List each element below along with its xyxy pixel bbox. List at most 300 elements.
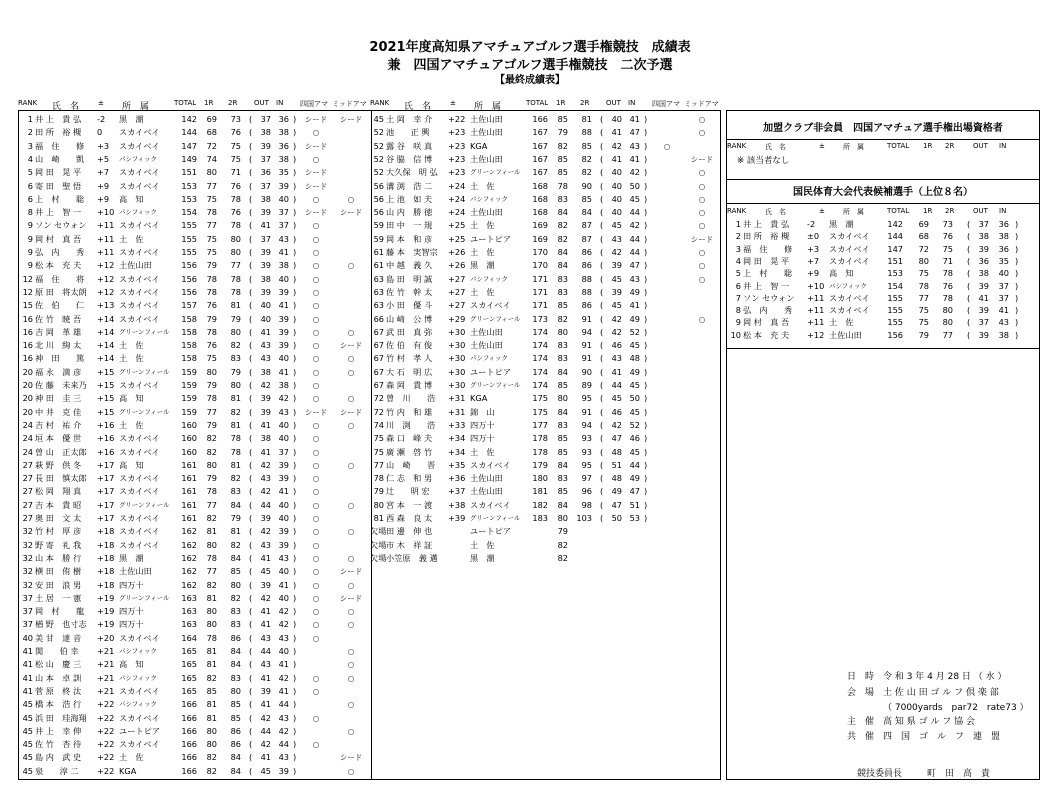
cell-r2: 81 [230,526,241,537]
cell-r2: 88 [581,286,592,297]
cell-r2: 88 [581,127,592,138]
cell-total: 159 [181,393,197,404]
cell-out: 36 [978,255,989,266]
cell-pm: +22 [97,712,115,723]
cell-club: グリーンフィール [119,327,170,336]
table-row [19,765,371,778]
table-row [19,685,371,698]
cell-midam: ○ [347,527,355,537]
cell-rank: 16 [22,340,33,351]
cell-in: 39 [278,526,289,537]
table-row [19,352,371,365]
cell-in: 36 [278,114,289,124]
results-table-mid [370,110,721,780]
cell-paren-close: ) [644,406,648,417]
cell-total: 153 [181,193,197,204]
cell-r2: 88 [581,273,592,284]
cell-midam: ○ [347,766,355,776]
cell-r1: 82 [206,672,217,683]
header-mid: ミッドアマ [332,100,367,108]
cell-name: 浜 田 珪海翔 [35,712,87,723]
cell-paren-open: ( [967,280,971,291]
cell-paren-open: ( [967,243,971,254]
cell-r1: 75 [206,353,217,364]
cell-rank: 5 [735,268,741,279]
cell-in: 40 [278,646,289,656]
cell-total: 165 [181,672,197,683]
cell-total: 174 [532,340,548,351]
cell-shikoku: ○ [312,500,320,510]
cell-out: 42 [611,326,622,337]
cell-paren-close: ) [644,380,648,390]
cell-paren-open: ( [249,353,253,364]
cell-paren-open: ( [600,193,604,204]
cell-r1: 81 [206,592,217,603]
cell-paren-open: ( [600,313,604,324]
cell-rank: 8 [27,207,33,218]
cell-out: 44 [260,646,271,656]
cell-club: 土佐山田 [470,127,503,138]
cell-total: 158 [181,326,197,337]
cell-rank: 41 [22,659,33,670]
table-row [19,539,371,552]
cell-r2: 84 [581,207,592,218]
cell-club: ユートピア [470,526,511,537]
cell-club: スカイベイ [119,167,160,178]
cell-paren-close: ) [293,619,297,630]
cell-paren-close: ) [293,114,297,124]
cell-r2: 80 [942,317,953,328]
cell-r1: 82 [557,140,568,151]
cell-paren-close: ) [1015,219,1019,229]
cell-rank: 24 [22,419,33,430]
cell-paren-close: ) [644,273,648,284]
cell-r1: 79 [557,526,568,537]
subheader-name: 氏 名 [765,143,786,151]
cell-pm: +11 [97,247,115,257]
cell-r1: 80 [206,606,217,617]
kokutai-row [727,304,1039,316]
cell-rank: 79 [373,486,384,497]
cell-pm: +37 [448,486,466,497]
cell-rank: 45 [22,725,33,736]
cell-r1: 78 [206,552,217,563]
venue-detail: （ 7000yards par72 rate73 ） [883,703,1029,713]
header-total: TOTAL [526,99,549,107]
cell-r1: 80 [206,739,217,750]
cell-r2: 76 [942,280,953,291]
cell-club: グリーンフィール [470,314,521,323]
subheader-rank: RANK [727,142,747,150]
cell-total: 174 [532,366,548,377]
cell-r1: 75 [206,233,217,244]
cell-rank: 6 [27,180,33,191]
cell-club: KGA [470,393,488,404]
cell-paren-open: ( [249,739,253,750]
cell-paren-close: ) [644,180,648,191]
cell-total: 181 [532,486,548,497]
cell-paren-close: ) [1015,305,1019,316]
cell-name: 神 田 篤 [35,353,85,364]
cell-midam: ○ [347,327,355,337]
cell-rank: 4 [27,153,33,164]
cell-club: グリーンフィール [470,381,521,389]
cell-name: 寄 田 聖 悟 [35,180,82,191]
cell-paren-close: ) [644,499,648,510]
cell-paren-open: ( [967,268,971,279]
cell-paren-open: ( [249,459,253,470]
cell-paren-close: ) [644,433,648,444]
cell-total: 161 [181,473,197,484]
cell-paren-close: ) [293,247,297,257]
cell-club: 高 知 [119,193,144,204]
table-row [370,299,720,312]
cell-paren-close: ) [293,739,297,750]
header-in: IN [628,99,636,107]
cell-r2: 78 [942,268,953,279]
table-row [19,339,371,352]
cell-in: 41 [278,300,289,311]
table-row [370,392,720,405]
cell-name: 溝 渕 浩 二 [386,180,433,191]
subheader-in: IN [999,207,1007,215]
table-row [19,525,371,538]
cell-rank: 67 [373,353,384,364]
subheader-r2: 2R [945,207,955,215]
cell-rank: 1 [27,114,33,124]
cell-midam: シード [339,753,363,763]
cell-paren-close: ) [644,233,648,244]
cell-name: 岡 村 真 吾 [35,233,82,244]
cell-paren-close: ) [293,672,297,683]
kokutai-box-title: 国民体育大会代表候補選手（上位８名） [793,187,973,198]
table-row [19,126,371,139]
cell-rank: 52 [373,127,384,138]
qualifier-none-note: ※ 該当者なし [737,156,790,166]
cell-midam: ○ [347,394,355,404]
cell-r2: 85 [230,566,241,577]
cell-club: スカイベイ [119,300,160,311]
cell-r2: 80 [230,685,241,696]
cell-total: 160 [181,433,197,444]
cell-pm: +34 [448,446,466,457]
subheader-pm: ± [819,142,825,150]
cell-out: 41 [260,752,271,763]
cell-pm: +19 [97,606,115,617]
table-row [370,206,720,219]
header-rank: RANK [370,99,390,107]
cell-club: 土 佐 [829,317,854,328]
cell-paren-open: ( [249,207,253,218]
cell-in: 45 [629,340,640,351]
cell-club: スカイベイ [829,292,870,303]
table-row [19,605,371,618]
cell-midam: ○ [698,314,706,324]
cell-name: 山 崎 晋 [386,459,436,470]
cell-name: 池 正 興 [386,127,430,138]
cell-in: 41 [998,305,1009,316]
cell-midam: ○ [347,660,355,670]
cell-r1: 69 [206,114,217,124]
table-row [19,645,371,658]
cell-out: 39 [260,579,271,590]
qualifier-box-title: 加盟クラブ非会員 四国アマチュア選手権出場資格者 [763,123,1003,134]
cell-total: 174 [532,353,548,364]
cell-out: 43 [611,353,622,364]
cell-rank: 2 [27,127,33,138]
cell-total: 177 [532,419,548,430]
cell-paren-open: ( [249,566,253,577]
cell-shikoku: ○ [312,327,320,337]
cell-in: 47 [629,127,640,138]
cell-club: パシフィック [119,154,157,163]
cell-in: 37 [998,280,1009,291]
cell-paren-open: ( [600,433,604,444]
cell-in: 45 [629,446,640,457]
cell-rank: 2 [735,231,741,242]
cell-r1: 83 [557,286,568,297]
cell-total: 162 [181,566,197,577]
cell-club: 土佐山田 [470,473,503,484]
cell-name: 中 越 義 久 [386,260,433,271]
cell-total: 178 [532,446,548,457]
cell-pm: +38 [448,499,466,510]
cell-name: 北 川 絢 太 [35,340,82,351]
cell-midam: ○ [347,367,355,377]
cell-paren-close: ) [293,366,297,377]
cell-r1: 82 [206,513,217,523]
cell-in: 41 [629,153,640,164]
cell-shikoku: ○ [312,434,320,444]
cell-pm: +30 [448,353,466,364]
cell-pm: +3 [807,243,820,254]
cell-paren-close: ) [644,140,648,151]
cell-name: 関 伯 幸 [35,646,79,656]
cell-out: 39 [611,260,622,271]
cell-out: 42 [611,419,622,430]
cell-r1: 81 [206,699,217,710]
cell-name: 松 岡 翔 真 [35,486,82,497]
cell-total: 166 [181,725,197,736]
cell-out: 47 [611,499,622,510]
cell-pm: +19 [97,619,115,630]
cell-name: 佐 伯 仁 [35,300,85,311]
cohost-label: 共 催 [847,732,875,742]
cell-out: 48 [611,446,622,457]
cell-r1: 81 [206,659,217,670]
cell-total: 168 [532,180,548,191]
cell-rank: 欠場 [370,526,387,537]
cell-paren-close: ) [293,685,297,696]
cell-r1: 79 [918,329,929,340]
cell-club: スカイベイ [119,273,160,284]
cell-pm: +22 [97,725,115,736]
table-row [370,166,720,179]
table-row [370,366,720,379]
cell-in: 41 [278,247,289,257]
cell-r1: 83 [557,340,568,351]
cell-name: 曽 川 浩 [386,393,436,404]
cell-in: 44 [629,247,640,257]
cell-pm: +9 [97,193,110,204]
cell-paren-open: ( [249,672,253,683]
header-pm: ± [450,99,456,107]
table-row [370,153,720,166]
cell-total: 168 [532,193,548,204]
cell-club: スカイベイ [470,300,511,311]
cell-r2: 75 [230,153,241,164]
cell-pm: +15 [97,380,115,390]
cell-paren-open: ( [967,292,971,303]
cell-total: 158 [181,313,197,324]
cell-pm: +18 [97,526,115,537]
cell-name: 小笠原 義 邁 [386,552,438,563]
page-subtitle: 兼 四国アマチュアゴルフ選手権競技 二次予選 [387,58,673,73]
table-row [19,512,371,525]
cell-out: 42 [611,313,622,324]
cell-r1: 75 [918,268,929,279]
cell-paren-close: ) [1015,280,1019,291]
cell-club: グリーンフィール [470,168,521,177]
cell-rank: 81 [373,513,384,523]
header-club: 所 属 [474,102,502,112]
cell-r1: 82 [557,552,568,563]
cell-pm: +31 [448,393,466,404]
cell-rank: 41 [22,685,33,696]
cell-shikoku: ○ [312,633,320,643]
cell-name: 吉 本 貴 昭 [35,499,82,510]
cell-rank: 27 [22,459,33,470]
table-row [370,326,720,339]
cell-paren-open: ( [249,685,253,696]
cell-rank: 63 [373,273,384,284]
cell-club: グリーンフィール [119,407,170,416]
cell-paren-close: ) [293,406,297,417]
table-row [19,632,371,645]
cell-paren-close: ) [1015,268,1019,279]
cell-rank: 52 [373,140,384,151]
cell-r2: 79 [230,513,241,523]
cell-out: 44 [260,725,271,736]
cell-rank: 16 [22,313,33,324]
cell-paren-open: ( [249,233,253,244]
cell-name: 辻 明 宏 [386,486,430,497]
cell-in: 46 [629,433,640,444]
cell-in: 43 [278,552,289,563]
cell-club: スカイベイ [119,526,160,537]
cell-out: 38 [260,433,271,444]
cell-out: 45 [611,393,622,404]
cell-r1: 82 [557,233,568,244]
cell-club: KGA [470,140,488,151]
cell-rank: 66 [373,313,384,324]
table-row [19,299,371,312]
cell-in: 35 [278,167,289,178]
cell-r2: 75 [942,243,953,254]
cell-total: 151 [887,255,903,266]
cell-club: パシフィック [119,673,157,682]
table-row [370,499,720,512]
cell-pm: +22 [97,699,115,710]
cell-pm: +24 [448,193,466,204]
cell-in: 39 [278,286,289,297]
cell-club: 高 知 [119,659,144,670]
chair-value: 町 田 高 貴 [927,769,991,779]
cell-total: 165 [181,646,197,656]
header-club: 所 属 [122,102,150,112]
cell-club: ユートピア [470,366,511,377]
cell-name: 井 上 貴 弘 [743,219,790,229]
cell-r2: 89 [581,380,592,390]
cell-r2: 98 [581,499,592,510]
cell-pm: ±0 [807,231,820,242]
cell-in: 40 [278,592,289,603]
cell-pm: +25 [448,233,466,244]
cell-r1: 84 [557,499,568,510]
cell-name: 田 邊 伸 也 [386,526,433,537]
cell-in: 39 [278,313,289,324]
cell-name: 佐 竹 杏 待 [35,739,82,750]
cell-r1: 80 [557,326,568,337]
cell-paren-close: ) [644,167,648,178]
cell-in: 49 [629,313,640,324]
cell-shikoku: ○ [312,314,320,324]
cell-club: スカイベイ [119,539,160,550]
cell-pm: +30 [448,340,466,351]
cell-out: 45 [611,273,622,284]
cell-paren-close: ) [644,393,648,404]
cell-rank: 5 [27,167,33,178]
cell-r2: 103 [576,513,592,523]
cell-r1: 75 [206,247,217,257]
cell-r2: 76 [942,231,953,242]
cell-midam: ○ [347,673,355,683]
cell-r2: 82 [230,539,241,550]
cell-in: 51 [629,499,640,510]
cell-in: 36 [998,219,1009,229]
cell-shikoku: ○ [312,607,320,617]
cell-r2: 82 [230,340,241,351]
cell-paren-close: ) [293,539,297,550]
cell-out: 48 [611,473,622,484]
cell-club: 黒 潮 [470,260,495,271]
cell-rank: 52 [373,153,384,164]
cell-shikoku: ○ [312,354,320,364]
table-row [19,206,371,219]
cell-in: 50 [629,393,640,404]
cell-out: 44 [260,499,271,510]
cell-shikoku: ○ [312,474,320,484]
cell-midam: ○ [698,274,706,284]
cell-in: 38 [278,380,289,390]
cell-paren-close: ) [293,300,297,311]
cell-paren-close: ) [293,153,297,164]
cell-r2: 83 [230,486,241,497]
cell-shikoku: ○ [312,274,320,284]
cell-in: 39 [278,326,289,337]
cell-club: 黒 潮 [470,552,495,563]
cell-rank: 20 [22,406,33,417]
cell-paren-close: ) [293,765,297,776]
cell-paren-open: ( [600,180,604,191]
cell-r1: 85 [557,433,568,444]
cell-in: 37 [278,220,289,231]
venue-label: 会 場 [847,688,875,698]
cell-r1: 85 [557,380,568,390]
cell-rank: 78 [373,473,384,484]
cell-paren-open: ( [249,712,253,723]
cell-r1: 82 [206,752,217,763]
